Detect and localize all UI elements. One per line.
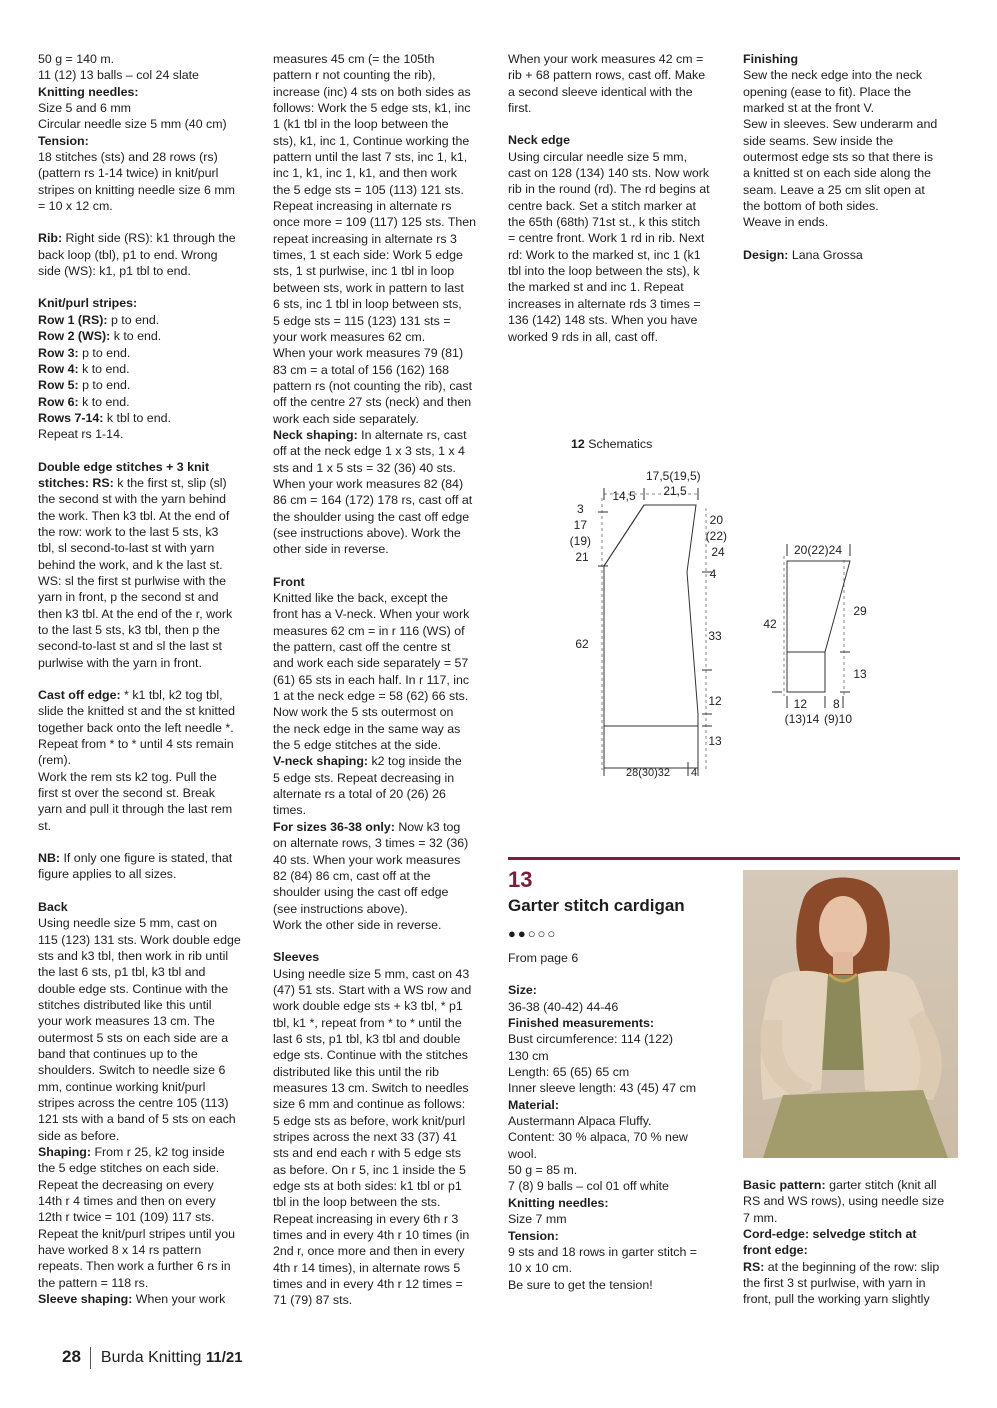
section-13 xyxy=(508,866,730,1293)
dim-shoulder: 14,5 xyxy=(612,489,636,503)
issue-number: 11/21 xyxy=(205,1349,243,1367)
section-13-number: 13 xyxy=(508,867,533,892)
sec13-bold-label: Size: xyxy=(508,983,537,998)
col1-paragraph xyxy=(38,915,260,1144)
v-neck-line xyxy=(604,505,644,566)
col1-text: Circular needle size 5 mm (40 cm) xyxy=(38,117,227,132)
col4-bold-label: Design: xyxy=(743,247,789,262)
col1-paragraph xyxy=(38,100,260,116)
col2-paragraph xyxy=(273,427,495,558)
dim-sleeve-length: 42 xyxy=(763,617,777,631)
col2-paragraph xyxy=(273,966,495,1309)
column-4-lower xyxy=(743,1177,965,1308)
difficulty-rating: ●●○○○ xyxy=(508,926,558,941)
column-1 xyxy=(38,51,260,1307)
col2-bold-label: V-neck shaping: xyxy=(273,754,369,769)
col1-spacer xyxy=(38,834,260,850)
schematics-label: Schematics xyxy=(588,437,653,451)
sec13-paragraph xyxy=(508,1211,730,1227)
page-number: 28 xyxy=(62,1347,81,1367)
section-13-title: Garter stitch cardigan xyxy=(508,896,685,915)
dim-top-width-line2: 21,5 xyxy=(663,484,687,498)
dim-right-4: 4 xyxy=(709,567,717,581)
col1-paragraph xyxy=(38,328,260,344)
col1-text: k to end. xyxy=(78,394,130,409)
col1-text: p to end. xyxy=(107,312,160,327)
col3-text: When your work measures 42 cm = rib + 68 pattern rows, cast off. Make a second sleeve identical with the first. xyxy=(508,52,706,116)
column-3 xyxy=(508,51,730,345)
dim-right-33: 33 xyxy=(708,629,722,643)
col1-paragraph xyxy=(38,377,260,393)
sec13-text: Bust circumference: 114 (122) 130 cm Length: 65 (65) 65 cm Inner sleeve length: 43 (45) 47 cm xyxy=(508,1032,697,1096)
col4-paragraph xyxy=(743,247,965,263)
col4b-paragraph xyxy=(743,1177,965,1226)
sleeve-dims xyxy=(784,556,844,696)
body-ticks xyxy=(598,488,712,776)
col1-paragraph xyxy=(38,410,260,426)
dim-sleeve-13: 13 xyxy=(853,667,867,681)
col1-bold-label: NB: xyxy=(38,851,61,866)
col2-text: Now k3 tog on alternate rows, 3 times = 32 (36) 40 sts. When your work measures 82 (84) 86 cm, cast off at the shoulder using the cast off edge (see instructions above). Work the other side in reverse. xyxy=(273,819,469,932)
col4b-bold-label: RS: xyxy=(743,1259,765,1274)
col1-text: k the first st, slip (sl) the second st with the yarn behind the work. Then k3 tbl. At the end of the row: work to the last 5 sts, k3 tbl, sl second-to-last st with yarn behind the work, and k the last st. WS: sl the first st purlwise with the yarn in front, p the second st and then k3 tbl. At the end of the r, work to the last 5 sts, k3 tbl, then p the second-to-last st and sl the last st purlwise with the yarn in front. xyxy=(38,475,233,670)
sec13-paragraph xyxy=(508,1097,730,1113)
col1-paragraph xyxy=(38,149,260,214)
col3-paragraph xyxy=(508,149,730,345)
column-2 xyxy=(273,51,495,1309)
col1-bold-label: Knit/purl stripes: xyxy=(38,296,138,311)
col1-bold-label: Row 4: xyxy=(38,361,79,376)
sec13-text: Austermann Alpaca Fluffy. Content: 30 % alpaca, 70 % new wool. 50 g = 85 m. 7 (8) 9 balls – col 01 off white xyxy=(508,1114,688,1194)
col1-bold-label: Row 1 (RS): xyxy=(38,312,108,327)
page-footer xyxy=(62,1347,243,1369)
col1-paragraph xyxy=(38,116,260,132)
col2-text: measures 45 cm (= the 105th pattern r not counting the rib), increase (inc) 4 sts on both sides as follows: Work the 5 edge sts, k1, inc 1 (k1 tbl in the loop between the sts), k1, inc 1, Continue working the pattern until the last 7 sts, inc 1, k1, inc 1, k1, inc 1, k1, and then work the 5 edge sts = 105 (113) 121 sts. Repeat increasing in alternate rs once more = 109 (117) 125 sts. Then repeat increasing in alternate rs 3 times, 1 st each side: Work 5 edge sts, 1 st purlwise, inc 1 tbl in loop between sts, work in pattern to last 6 sts, inc 1 tbl in loop between sts, 5 edge sts = 115 (123) 131 sts = your work measures 62 cm. When your work measures 79 (81) 83 cm = a total of 156 (162) 168 pattern rs (not counting the rib), cast off the centre 27 sts (neck) and then work each side separately. xyxy=(273,52,477,426)
col1-text: When your work xyxy=(132,1292,226,1307)
col1-bold-label: Row 6: xyxy=(38,394,79,409)
col4b-paragraph xyxy=(743,1259,965,1308)
col1-bold-label: Shaping: xyxy=(38,1144,91,1159)
col4b-paragraph xyxy=(743,1226,965,1259)
sec13-paragraph xyxy=(508,982,730,998)
col4b-bold-label: Cord-edge: selvedge stitch at front edge: xyxy=(743,1227,917,1258)
body-dims xyxy=(602,494,706,770)
col4-paragraph xyxy=(743,67,965,230)
dim-bottom-4: 4 xyxy=(690,767,698,779)
col1-text: k tbl to end. xyxy=(103,410,171,425)
col1-spacer xyxy=(38,883,260,899)
dim-sleeve-bottom-8 xyxy=(824,697,852,726)
dim-left-neck-line2: 17 xyxy=(573,518,588,532)
dim-sleeve-top: 20(22)24 xyxy=(793,543,843,557)
col4b-text: at the beginning of the row: slip the first 3 st purlwise, with yarn in front, pull the working yarn slightly xyxy=(743,1259,940,1307)
col4-text: Lana Grossa xyxy=(788,247,863,262)
col1-text: Right side (RS): k1 through the back loop (tbl), p1 to end. Wrong side (WS): k1, p1 tbl to end. xyxy=(38,231,236,279)
col3-bold-label: Neck edge xyxy=(508,133,570,148)
dim-right-12: 12 xyxy=(708,694,722,708)
cardigan-photo xyxy=(743,870,958,1158)
dim-right-upper-line2: (22) xyxy=(705,529,727,543)
col2-paragraph xyxy=(273,574,495,590)
col1-bold-label: Rib: xyxy=(38,231,63,246)
col1-bold-label: Rows 7-14: xyxy=(38,410,104,425)
sleeve-shape xyxy=(787,561,850,692)
col1-bold-label: Double edge stitches + 3 knit stitches: RS: xyxy=(38,459,210,490)
col2-bold-label: Front xyxy=(273,574,305,589)
sec13-paragraph xyxy=(508,1277,730,1293)
col2-text: Knitted like the back, except the front has a V-neck. When your work measures 62 cm = in r 116 (WS) of the pattern, cast off the centre st and work each side separately = 57 (61) 65 sts in each half. In r 117, inc 1 at the neck edge = 58 (62) 66 sts. Now work the 5 sts outermost on the neck edge in the same way as the 5 edge stitches at the side. xyxy=(273,591,470,753)
sec13-paragraph xyxy=(508,1195,730,1211)
sec13-bold-label: Tension: xyxy=(508,1228,559,1243)
col1-paragraph xyxy=(38,312,260,328)
dim-left-neck-line3: (19) xyxy=(569,534,591,548)
dim-left-neck-line4: 21 xyxy=(575,550,589,564)
col2-text: Using needle size 5 mm, cast on 43 (47) 51 sts. Start with a WS row and work double edge sts + k3 tbl, * p1 tbl, k1 *, repeat from * to * until the last 6 sts, p1 tbl, k3 tbl and double edge sts. Continue with the stitches distributed like this until the rib measures 13 cm. Switch to needles size 6 mm and continue as follows: 5 edge sts as before, work knit/purl stripes across the next 33 (37) 41 sts and end each r with 5 edge sts as before. On r 5, inc 1 inside the 5 edge sts at both sides: k1 tbl or p1 tbl in the loop between the sts. Repeat increasing in every 6th r 3 times and in every 4th r 10 times (in 2nd r, once more and then in every 4th r 14 times), in alternate rows 5 times and in every 4th r 12 times = 71 (79) 87 sts. xyxy=(273,966,472,1308)
col2-spacer xyxy=(273,558,495,574)
col1-text: Size 5 and 6 mm xyxy=(38,101,131,116)
sec13-paragraph xyxy=(508,1244,730,1277)
col3-paragraph xyxy=(508,51,730,116)
dim-sleeve-29: 29 xyxy=(853,604,867,618)
sec13-paragraph xyxy=(508,1228,730,1244)
dim-sleeve-bottom-12-line1: 12 xyxy=(793,697,808,711)
sec13-bold-label: Knitting needles: xyxy=(508,1195,609,1210)
col1-text: Using needle size 5 mm, cast on 115 (123) 131 sts. Work double edge sts and k3 tbl, then work in rib until the last 6 sts, p1 tbl, k3 tbl and double edge sts. Continue with the stitches distributed like this until your work measures 13 cm. The outermost 5 sts on each side are a band that continues up to the shoulders. Switch to needle size 6 mm, continue working knit/purl stripes across the centre 105 (113) 121 sts with a band of 5 sts on each side as before. xyxy=(38,916,241,1143)
col3-paragraph xyxy=(508,132,730,148)
col1-text: p to end. xyxy=(78,378,131,393)
col1-text: From r 25, k2 tog inside the 5 edge stitches on each side. Repeat the decreasing on every 14th r 4 times and then on every 12th r twice = 101 (109) 117 sts. Repeat the knit/purl stripes until you have worked 8 x 14 rs pattern repeats. Then work a further 6 rs in the pattern = 118 rs. xyxy=(38,1144,235,1290)
col2-paragraph xyxy=(273,753,495,818)
body-outline xyxy=(604,505,698,768)
col1-paragraph xyxy=(38,67,260,83)
schematics-number: 12 xyxy=(571,437,585,451)
col1-paragraph xyxy=(38,1291,260,1307)
col1-text: If only one figure is stated, that figure applies to all sizes. xyxy=(38,851,233,882)
dim-left-neck-line1: 3 xyxy=(576,502,584,516)
sec13-paragraph xyxy=(508,1113,730,1195)
col1-paragraph xyxy=(38,230,260,279)
sec13-bold-label: Material: xyxy=(508,1097,559,1112)
col2-spacer xyxy=(273,933,495,949)
col1-text: k to end. xyxy=(110,329,162,344)
dim-right-13: 13 xyxy=(708,734,722,748)
col1-spacer xyxy=(38,671,260,687)
schematic-diagram xyxy=(560,460,900,790)
dim-sleeve-bottom-12 xyxy=(785,697,820,726)
col2-text: k2 tog inside the 5 edge sts. Repeat decreasing in alternate rs a total of 20 (26) 26 times. xyxy=(273,754,462,818)
col2-bold-label: Neck shaping: xyxy=(273,427,358,442)
col4-text: Sew the neck edge into the neck opening (ease to fit). Place the marked st at the front V. Sew in sleeves. Sew underarm and side seams. Sew inside the outermost edge sts so that there is a knitted st on each side along the seam. Leave a 25 cm slit open at the bottom of both sides. Weave in ends. xyxy=(743,68,938,230)
dim-right-upper-line1: 20 xyxy=(709,513,724,527)
col1-bold-label: Row 2 (WS): xyxy=(38,329,111,344)
col1-paragraph xyxy=(38,850,260,883)
col2-text: In alternate rs, cast off at the neck edge 1 x 3 sts, 1 x 4 sts and 1 x 5 sts = 32 (36) 40 sts. When your work measures 82 (84) 86 cm = 164 (172) 178 rs, cast off at the shoulder using the cast off edge (see instructions above). Work the other side in reverse. xyxy=(273,427,473,557)
col2-bold-label: For sizes 36-38 only: xyxy=(273,819,395,834)
col1-text: 11 (12) 13 balls – col 24 slate xyxy=(38,68,199,83)
col1-paragraph xyxy=(38,1144,260,1291)
col1-paragraph xyxy=(38,394,260,410)
col3-text: Using circular needle size 5 mm, cast on 128 (134) 140 sts. Now work rib in the round (rd). The rd begins at centre back. Set a stitch marker at the 65th (68th) 71st st., k this stitch = centre front. Work 1 rd in rib. Next rd: Work to the marked st, inc 1 (k1 tbl into the loop between the sts), k the marked st and inc 1. Repeat increases in alternate rds 3 times = 136 (142) 148 sts. When you have worked 9 rds in all, cast off. xyxy=(508,149,710,344)
col3-spacer xyxy=(508,116,730,132)
dim-body-length: 62 xyxy=(575,637,589,651)
sec13-text: 36-38 (40-42) 44-46 xyxy=(508,999,619,1014)
col4-paragraph xyxy=(743,51,965,67)
col1-bold-label: Sleeve shaping: xyxy=(38,1292,133,1307)
col1-text: * k1 tbl, k2 tog tbl, slide the knitted st and the st knitted together back onto the left needle *. Repeat from * to * until 4 sts remain (rem). Work the rem sts k2 tog. Pull the first st over the second st. Break yarn and pull it through the last rem st. xyxy=(38,688,235,833)
dim-left-neck xyxy=(570,502,595,564)
col1-paragraph xyxy=(38,361,260,377)
col1-paragraph xyxy=(38,687,260,834)
col1-paragraph xyxy=(38,84,260,100)
col1-paragraph xyxy=(38,426,260,442)
sec13-text: Be sure to get the tension! xyxy=(508,1277,653,1292)
col1-bold-label: Back xyxy=(38,899,68,914)
col1-paragraph xyxy=(38,899,260,915)
model-photo-illustration xyxy=(743,870,958,1158)
col2-bold-label: Sleeves xyxy=(273,950,320,965)
dim-sleeve-bottom-8-line1: 8 xyxy=(832,697,840,711)
section-13-rule xyxy=(508,857,960,860)
col1-text: p to end. xyxy=(78,345,131,360)
col1-paragraph xyxy=(38,51,260,67)
col2-paragraph xyxy=(273,590,495,753)
col1-paragraph xyxy=(38,133,260,149)
dim-right-upper-line3: 24 xyxy=(711,545,725,559)
dim-sleeve-bottom-12-line2: (13)14 xyxy=(784,712,820,726)
col4b-bold-label: Basic pattern: xyxy=(743,1178,826,1192)
col1-text: 18 stitches (sts) and 28 rows (rs) (pattern rs 1-14 twice) in knit/purl stripes on knitting needle size 6 mm = 10 x 12 cm. xyxy=(38,150,235,214)
sleeve-outline xyxy=(787,561,850,692)
sec13-paragraph xyxy=(508,1015,730,1031)
col1-paragraph xyxy=(38,345,260,361)
magazine-name: Burda Knitting xyxy=(100,1349,202,1367)
col1-bold-label: Tension: xyxy=(38,133,89,148)
from-page: From page 6 xyxy=(508,951,579,965)
sec13-paragraph xyxy=(508,1031,730,1096)
col4b-text: garter stitch (knit all RS and WS rows), using needle size 7 mm. xyxy=(743,1178,945,1225)
col1-text: k to end. xyxy=(78,361,130,376)
col1-text: 50 g = 140 m. xyxy=(38,52,115,66)
col1-text: Repeat rs 1-14. xyxy=(38,427,124,442)
col1-spacer xyxy=(38,443,260,459)
dim-top-width-line1: 17,5(19,5) xyxy=(645,469,701,483)
dim-bottom-width: 28(30)32 xyxy=(625,767,671,779)
col1-paragraph xyxy=(38,459,260,671)
col1-spacer xyxy=(38,279,260,295)
col1-bold-label: Row 5: xyxy=(38,378,79,393)
column-4 xyxy=(743,51,965,263)
sec13-text: Size 7 mm xyxy=(508,1212,567,1227)
col2-paragraph xyxy=(273,819,495,933)
section-13-details xyxy=(508,982,730,1293)
footer-separator xyxy=(90,1347,91,1369)
col1-bold-label: Cast off edge: xyxy=(38,688,121,703)
sec13-paragraph xyxy=(508,999,730,1015)
col4-bold-label: Finishing xyxy=(743,52,799,66)
col2-paragraph xyxy=(273,949,495,965)
col1-spacer xyxy=(38,214,260,230)
dim-sleeve-bottom-8-line2: (9)10 xyxy=(823,712,853,726)
sec13-text: 9 sts and 18 rows in garter stitch = 10 x 10 cm. xyxy=(508,1244,698,1276)
col2-paragraph xyxy=(273,51,495,427)
col1-paragraph xyxy=(38,295,260,311)
col1-bold-label: Knitting needles: xyxy=(38,84,139,99)
col4-spacer xyxy=(743,231,965,247)
dim-right-upper xyxy=(706,513,731,559)
sec13-bold-label: Finished measurements: xyxy=(508,1016,654,1031)
col1-bold-label: Row 3: xyxy=(38,345,79,360)
schematics-heading xyxy=(571,437,652,451)
